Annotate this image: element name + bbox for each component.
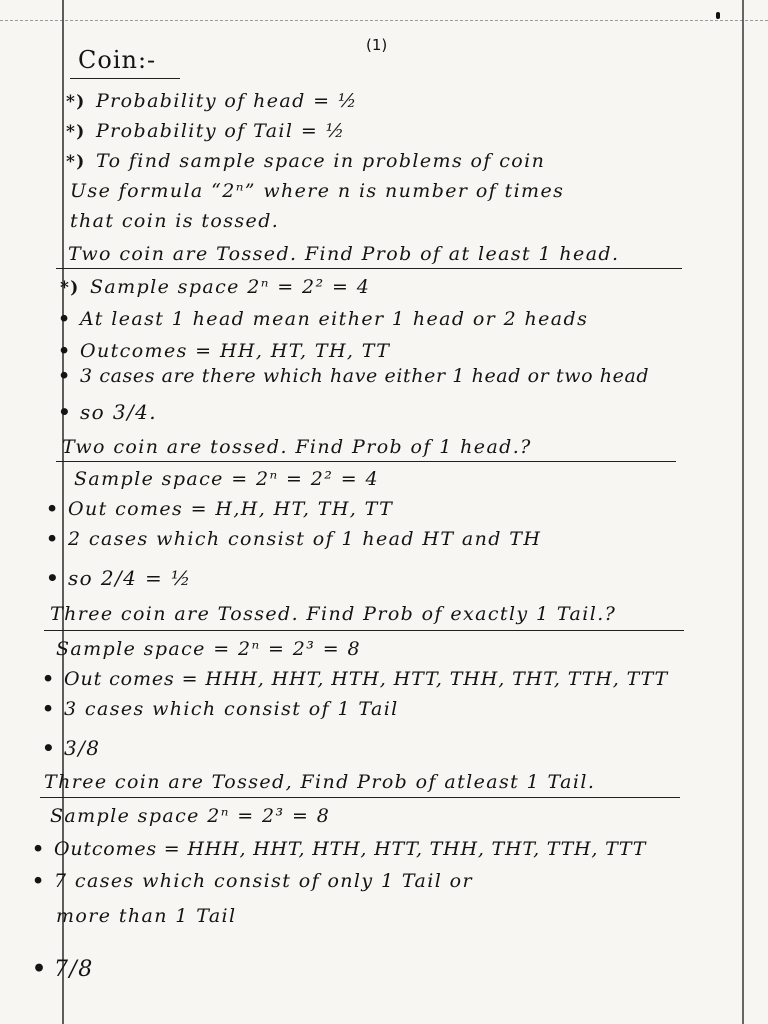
page-number: (1) <box>366 36 388 54</box>
intro-line-4: Use formula “2ⁿ” where n is number of times <box>70 180 565 202</box>
q4-question: Three coin are Tossed, Find Prob of atleast 1 Tail. <box>44 771 596 793</box>
q1-line-3: • Outcomes = HH, HT, TH, TT <box>58 340 391 362</box>
q3-question: Three coin are Tossed. Find Prob of exactly 1 Tail.? <box>50 603 617 625</box>
q1-underline <box>56 268 682 269</box>
q3-line-4: • 3/8 <box>42 736 101 760</box>
q3-line-1: Sample space = 2ⁿ = 2³ = 8 <box>56 638 361 660</box>
intro-line-3: *) To find sample space in problems of coin <box>66 150 546 172</box>
q2-line-3: • 2 cases which consist of 1 head HT and TH <box>46 528 542 550</box>
intro-line-1: *) Probability of head = ½ <box>66 90 358 112</box>
ink-mark <box>716 12 720 19</box>
q2-line-2: • Out comes = H,H, HT, TH, TT <box>46 498 394 520</box>
heading-underline <box>70 78 180 79</box>
q3-line-2: • Out comes = HHH, HHT, HTH, HTT, THH, THT, TTH, TTT <box>42 668 669 690</box>
q1-question: Two coin are Tossed. Find Prob of at least 1 head. <box>68 243 620 265</box>
q1-line-2: • At least 1 head mean either 1 head or 2 heads <box>58 308 589 330</box>
q2-line-4: • so 2/4 = ½ <box>46 566 192 590</box>
q2-line-1: Sample space = 2ⁿ = 2² = 4 <box>74 468 379 490</box>
q1-line-1: *) Sample space 2ⁿ = 2² = 4 <box>60 276 371 298</box>
q4-underline <box>40 797 680 798</box>
q1-line-4: • 3 cases are there which have either 1 head or two head <box>58 365 650 387</box>
q2-question: Two coin are tossed. Find Prob of 1 head.? <box>62 436 532 458</box>
q4-line-1: Sample space 2ⁿ = 2³ = 8 <box>50 805 331 827</box>
q3-underline <box>44 630 684 631</box>
q4-line-2: • Outcomes = HHH, HHT, HTH, HTT, THH, THT, TTH, TTT <box>32 838 647 860</box>
top-dotted-edge <box>0 20 768 21</box>
intro-line-5: that coin is tossed. <box>70 210 280 232</box>
q4-line-5: • 7/8 <box>32 956 94 982</box>
q4-line-3: • 7 cases which consist of only 1 Tail or <box>32 870 473 892</box>
q2-underline <box>56 461 676 462</box>
q1-line-5: • so 3/4. <box>58 400 158 424</box>
q4-line-4: more than 1 Tail <box>56 905 237 927</box>
intro-line-2: *) Probability of Tail = ½ <box>66 120 346 142</box>
page-heading: Coin:- <box>78 46 157 74</box>
q3-line-3: • 3 cases which consist of 1 Tail <box>42 698 399 720</box>
right-margin-line <box>742 0 744 1024</box>
